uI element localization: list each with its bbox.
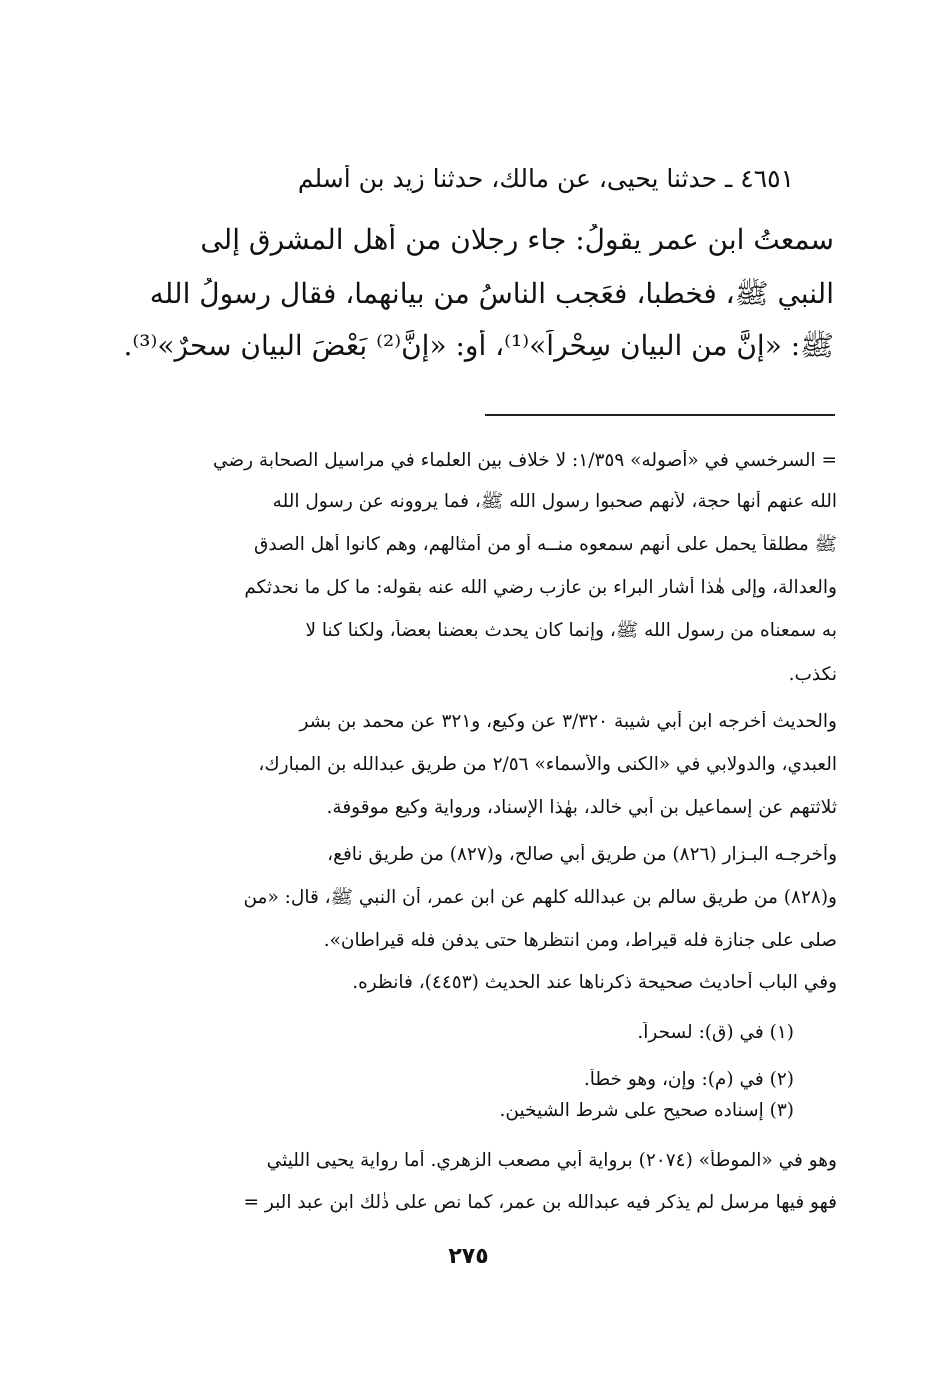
- commentary-line: والعدالة، وإلى هٰذا أشار البراء بن عازب رضي الله عنه بقوله: ما كل ما نحدثكم: [244, 577, 837, 598]
- commentary-line: ﷺ مطلقاً يحمل على أنهم سمعوه منــه أو من أمثالهم، وهم كانوا أهل الصدق: [254, 534, 837, 555]
- commentary-line: نكذب.: [788, 664, 837, 685]
- hadith-text-line-1: سمعتُ ابن عمر يقولُ: جاء رجلان من أهل المشرق إلى: [200, 224, 834, 256]
- commentary-line: صلى على جنازة فله قيراط، ومن انتظرها حتى يدفن فله قيراطان».: [323, 930, 837, 951]
- hadith-text-line-3: ﷺ: «إنَّ من البيانِ سِحْراً»⁽¹⁾، أو: «إنَّ⁽²⁾ بَعْضَ البيانِ سحرٌ»⁽³⁾.: [123, 330, 834, 362]
- commentary-line: والحديث أخرجه ابن أبي شيبة ٣/٣٢٠ عن وكيع، و٣٢١ عن محمد بن بشر: [299, 711, 837, 732]
- footnote-separator: [485, 414, 835, 416]
- commentary-line: وهو في «الموطأ» (٢٠٧٤) برواية أبي مصعب الزهري. أما رواية يحيى الليثي: [266, 1150, 837, 1171]
- commentary-line: به سمعناه من رسول الله ﷺ، وإنما كان يحدث بعضنا بعضاً، ولكنا كنا لا: [305, 620, 837, 641]
- footnote-3: (٣) إسناده صحيح على شرط الشيخين.: [499, 1100, 794, 1121]
- footnote-2: (٢) في (م): وإن، وهو خطأ.: [583, 1069, 794, 1090]
- commentary-line: و(٨٢٨) من طريق سالم بن عبدالله كلهم عن ابن عمر، أن النبي ﷺ، قال: «من: [243, 887, 837, 908]
- commentary-line: فهو فيها مرسل لم يذكر فيه عبدالله بن عمر، كما نص على ذٰلك ابن عبد البر =: [243, 1192, 837, 1213]
- commentary-line: ثلاثتهم عن إسماعيل بن أبي خالد، بهٰذا الإسناد، ورواية وكيع موقوفة.: [326, 797, 837, 818]
- commentary-line: الله عنهم أنها حجة، لأنهم صحبوا رسول الله ﷺ، فما يروونه عن رسول الله: [272, 491, 837, 512]
- hadith-number-and-chain: ٤٦٥١ ـ حدثنا يحيى، عن مالك، حدثنا زيد بن أسلم: [297, 165, 794, 193]
- page-number: ٢٧٥: [448, 1244, 489, 1269]
- commentary-line: العبدي، والدولابي في «الكنى والأسماء» ٢/٥٦ من طريق عبدالله بن المبارك،: [258, 754, 837, 775]
- commentary-line: وفي الباب أحاديث صحيحة ذكرناها عند الحديث (٤٤٥٣)، فانظره.: [352, 972, 837, 993]
- commentary-line: وأخرجـه البـزار (٨٢٦) من طريق أبي صالح، و(٨٢٧) من طريق نافع،: [327, 844, 837, 865]
- commentary-line: = السرخسي في «أصوله» ١/٣٥٩: لا خلاف بين العلماء في مراسيل الصحابة رضي: [212, 450, 837, 471]
- hadith-text-line-2: النبي ﷺ، فخطبا، فعَجب الناسُ من بيانهما، فقال رسولُ الله: [149, 278, 834, 310]
- footnote-1: (١) في (ق): لسحراً.: [637, 1022, 794, 1043]
